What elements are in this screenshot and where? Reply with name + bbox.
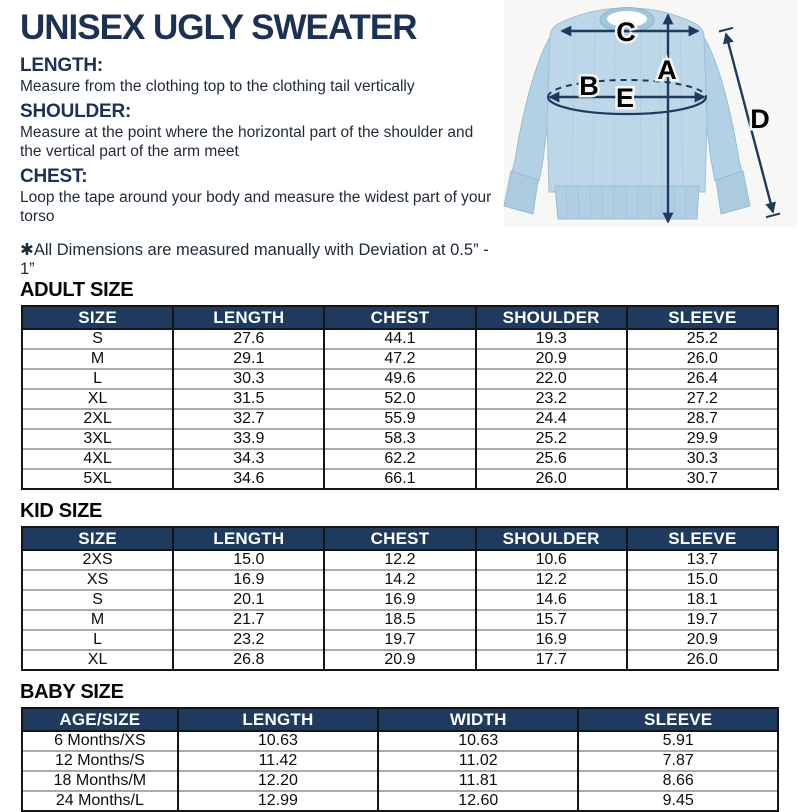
table-cell: 26.8 xyxy=(173,650,324,670)
table-cell: 17.7 xyxy=(476,650,627,670)
table-row xyxy=(22,349,778,369)
table-row xyxy=(22,731,778,751)
table-cell: 5.91 xyxy=(578,731,778,751)
table-cell: 15.0 xyxy=(173,550,324,570)
table-cell: 19.3 xyxy=(476,329,627,349)
column-header: SHOULDER xyxy=(476,306,627,329)
column-header: LENGTH xyxy=(178,708,378,731)
table-cell: 23.2 xyxy=(476,389,627,409)
table-cell: 16.9 xyxy=(324,590,475,610)
adult-size-section xyxy=(0,279,800,490)
table-row xyxy=(22,610,778,630)
table-cell: 10.6 xyxy=(476,550,627,570)
table-cell: 12.60 xyxy=(378,791,578,811)
table-cell: 52.0 xyxy=(324,389,475,409)
table-row xyxy=(22,429,778,449)
table-cell: 16.9 xyxy=(476,630,627,650)
label-e: E xyxy=(615,83,635,113)
column-header: LENGTH xyxy=(173,527,324,550)
table-row xyxy=(22,449,778,469)
table-row xyxy=(22,469,778,489)
column-header: CHEST xyxy=(324,527,475,550)
baby-size-table xyxy=(21,707,779,812)
table-cell: 12.2 xyxy=(476,570,627,590)
table-row xyxy=(22,329,778,349)
table-cell: 21.7 xyxy=(173,610,324,630)
table-cell: 20.9 xyxy=(627,630,778,650)
table-cell: 12.20 xyxy=(178,771,378,791)
table-cell: 20.1 xyxy=(173,590,324,610)
table-cell: L xyxy=(22,630,173,650)
column-header: SIZE xyxy=(22,527,173,550)
table-cell: 26.0 xyxy=(476,469,627,489)
table-cell: 66.1 xyxy=(324,469,475,489)
table-cell: 11.81 xyxy=(378,771,578,791)
table-cell: 44.1 xyxy=(324,329,475,349)
column-header: SLEEVE xyxy=(578,708,778,731)
table-cell: 12.2 xyxy=(324,550,475,570)
label-d: D xyxy=(750,104,770,134)
column-header: SLEEVE xyxy=(627,306,778,329)
table-row xyxy=(22,409,778,429)
table-cell: 16.9 xyxy=(173,570,324,590)
table-cell: M xyxy=(22,349,173,369)
baby-size-heading: BABY SIZE xyxy=(20,681,124,704)
table-cell: 4XL xyxy=(22,449,173,469)
table-cell: 26.0 xyxy=(627,349,778,369)
table-cell: XL xyxy=(22,389,173,409)
label-b: B xyxy=(579,71,599,101)
column-header: LENGTH xyxy=(173,306,324,329)
table-cell: S xyxy=(22,329,173,349)
kid-size-heading: KID SIZE xyxy=(20,500,103,523)
table-cell: 25.6 xyxy=(476,449,627,469)
table-cell: 5XL xyxy=(22,469,173,489)
table-cell: XL xyxy=(22,650,173,670)
table-cell: 20.9 xyxy=(324,650,475,670)
table-cell: 33.9 xyxy=(173,429,324,449)
length-description: Measure from the clothing top to the clothing tail vertically xyxy=(20,78,415,95)
measure-instructions xyxy=(0,0,500,279)
column-header: SLEEVE xyxy=(627,527,778,550)
table-cell: 26.0 xyxy=(627,650,778,670)
table-cell: 27.2 xyxy=(627,389,778,409)
table-cell: 9.45 xyxy=(578,791,778,811)
table-cell: 29.9 xyxy=(627,429,778,449)
table-cell: 8.66 xyxy=(578,771,778,791)
chest-term: CHEST: xyxy=(20,166,88,188)
table-row xyxy=(22,590,778,610)
kid-size-table xyxy=(21,526,779,671)
table-cell: 55.9 xyxy=(324,409,475,429)
column-header: SIZE xyxy=(22,306,173,329)
table-cell: 12 Months/S xyxy=(22,751,178,771)
table-row xyxy=(22,771,778,791)
table-row xyxy=(22,650,778,670)
table-row xyxy=(22,550,778,570)
table-cell: 2XS xyxy=(22,550,173,570)
header-row xyxy=(22,306,778,329)
table-cell: M xyxy=(22,610,173,630)
table-cell: 14.2 xyxy=(324,570,475,590)
table-cell: 27.6 xyxy=(173,329,324,349)
table-cell: 28.7 xyxy=(627,409,778,429)
baby-size-section xyxy=(0,681,800,812)
table-row xyxy=(22,389,778,409)
table-cell: 14.6 xyxy=(476,590,627,610)
table-cell: 58.3 xyxy=(324,429,475,449)
table-cell: 6 Months/XS xyxy=(22,731,178,751)
table-cell: 34.6 xyxy=(173,469,324,489)
table-cell: 32.7 xyxy=(173,409,324,429)
table-row xyxy=(22,369,778,389)
table-row xyxy=(22,751,778,771)
sweater-measurement-diagram xyxy=(500,0,800,229)
table-cell: 49.6 xyxy=(324,369,475,389)
table-cell: 29.1 xyxy=(173,349,324,369)
table-cell: 10.63 xyxy=(378,731,578,751)
table-cell: 30.7 xyxy=(627,469,778,489)
table-cell: 30.3 xyxy=(627,449,778,469)
table-cell: 18.1 xyxy=(627,590,778,610)
header-row xyxy=(22,708,778,731)
table-cell: S xyxy=(22,590,173,610)
table-cell: 10.63 xyxy=(178,731,378,751)
table-cell: 18 Months/M xyxy=(22,771,178,791)
table-cell: 11.42 xyxy=(178,751,378,771)
table-cell: 20.9 xyxy=(476,349,627,369)
deviation-note: ✱All Dimensions are measured manually with Deviation at 0.5” - 1” xyxy=(20,241,489,279)
table-cell: 15.7 xyxy=(476,610,627,630)
table-cell: XS xyxy=(22,570,173,590)
kid-size-section xyxy=(0,500,800,671)
table-cell: 24 Months/L xyxy=(22,791,178,811)
table-cell: 12.99 xyxy=(178,791,378,811)
adult-size-table xyxy=(21,305,779,490)
header-section xyxy=(0,0,800,279)
table-cell: 25.2 xyxy=(476,429,627,449)
header-row xyxy=(22,527,778,550)
column-header: SHOULDER xyxy=(476,527,627,550)
table-cell: 62.2 xyxy=(324,449,475,469)
table-cell: 18.5 xyxy=(324,610,475,630)
table-cell: 25.2 xyxy=(627,329,778,349)
table-cell: L xyxy=(22,369,173,389)
table-row xyxy=(22,630,778,650)
table-cell: 30.3 xyxy=(173,369,324,389)
table-cell: 11.02 xyxy=(378,751,578,771)
table-cell: 24.4 xyxy=(476,409,627,429)
table-cell: 47.2 xyxy=(324,349,475,369)
label-c: C xyxy=(616,17,636,47)
column-header: WIDTH xyxy=(378,708,578,731)
column-header: AGE/SIZE xyxy=(22,708,178,731)
table-row xyxy=(22,791,778,811)
table-cell: 22.0 xyxy=(476,369,627,389)
table-cell: 31.5 xyxy=(173,389,324,409)
shoulder-term: SHOULDER: xyxy=(20,101,132,123)
page-title: UNISEX UGLY SWEATER xyxy=(20,8,417,47)
column-header: CHEST xyxy=(324,306,475,329)
table-cell: 23.2 xyxy=(173,630,324,650)
table-cell: 34.3 xyxy=(173,449,324,469)
table-cell: 19.7 xyxy=(324,630,475,650)
length-term: LENGTH: xyxy=(20,55,104,76)
table-row xyxy=(22,570,778,590)
table-cell: 15.0 xyxy=(627,570,778,590)
chest-description: Loop the tape around your body and measure the widest part of your torso xyxy=(20,189,492,226)
table-cell: 13.7 xyxy=(627,550,778,570)
label-a: A xyxy=(657,55,677,85)
adult-size-heading: ADULT SIZE xyxy=(20,279,134,302)
shoulder-description: Measure at the point where the horizontal part of the shoulder and the vertical part of the arm meet xyxy=(20,124,474,161)
table-cell: 7.87 xyxy=(578,751,778,771)
table-cell: 26.4 xyxy=(627,369,778,389)
table-cell: 19.7 xyxy=(627,610,778,630)
table-cell: 2XL xyxy=(22,409,173,429)
table-cell: 3XL xyxy=(22,429,173,449)
